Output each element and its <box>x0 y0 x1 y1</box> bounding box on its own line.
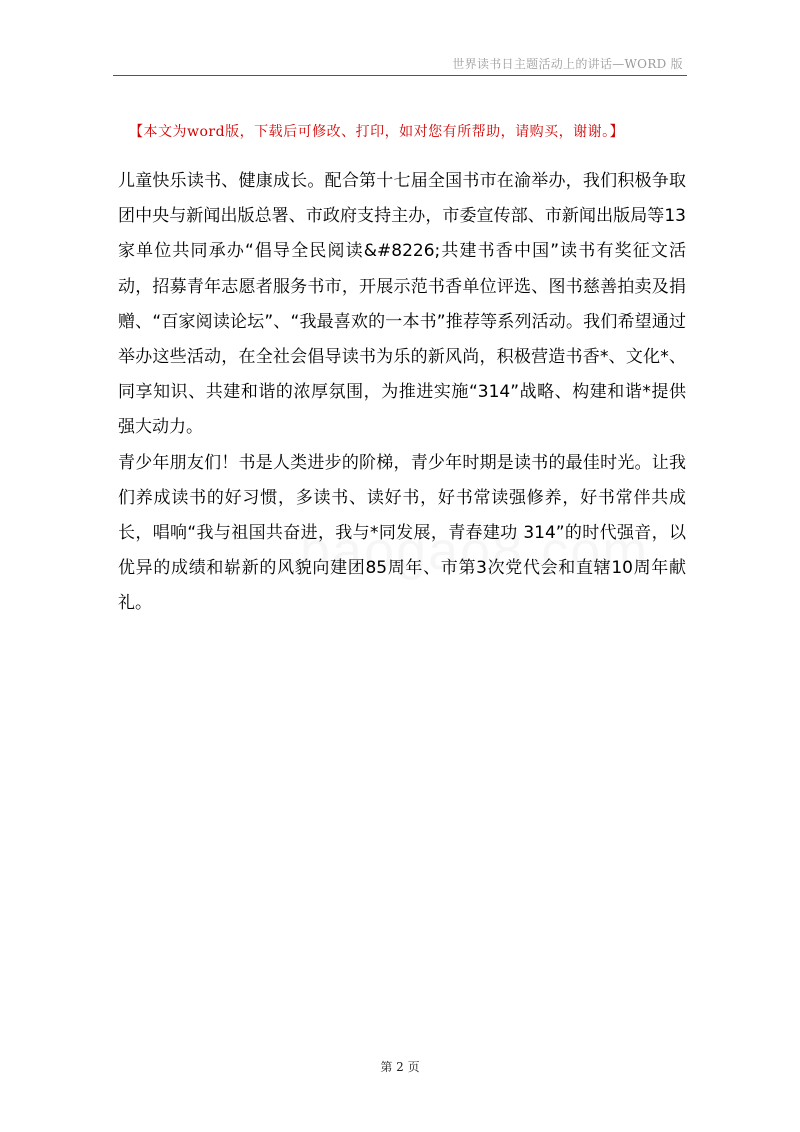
watermark <box>300 520 649 582</box>
body-paragraph: 青少年朋友们！书是人类进步的阶梯，青少年时期是读书的最佳时光。让我们养成读书的好习惯，多读书、读好书，好书常读强修养，好书常伴共成长，唱响“我与祖国共奋进，我与*同发展，青春建功 314”的时代强音，以优异的成绩和崭新的风貌向建团85周年、市第3次党代会和直辖10周年献礼。 <box>118 452 686 614</box>
page-number: 第 2 页 <box>380 1060 420 1074</box>
download-notice: 【本文为word版，下载后可修改、打印，如对您有所帮助，请购买，谢谢。】 <box>129 124 625 140</box>
body-paragraph: 儿童快乐读书、健康成长。配合第十七届全国书市在渝举办，我们积极争取团中央与新闻出版总署、市政府支持主办，市委宣传部、市新闻出版局等13家单位共同承办“倡导全民阅读&#8226;共建书香中国”读书有奖征文活动，招募青年志愿者服务书市，开展示范书香单位评选、图书慈善拍卖及捐赠、“百家阅读论坛”、“我最喜欢的一本书”推荐等系列活动。我们希望通过举办这些活动，在全社会倡导读书为乐的新风尚，积极营造书香*、文化*、同享知识、共建和谐的浓厚氛围，为推进实施“314”战略、构建和谐*提供强大动力。 <box>118 171 686 438</box>
page-header <box>113 55 687 76</box>
header-title: 世界读书日主题活动上的讲话—WORD 版 <box>452 57 683 71</box>
